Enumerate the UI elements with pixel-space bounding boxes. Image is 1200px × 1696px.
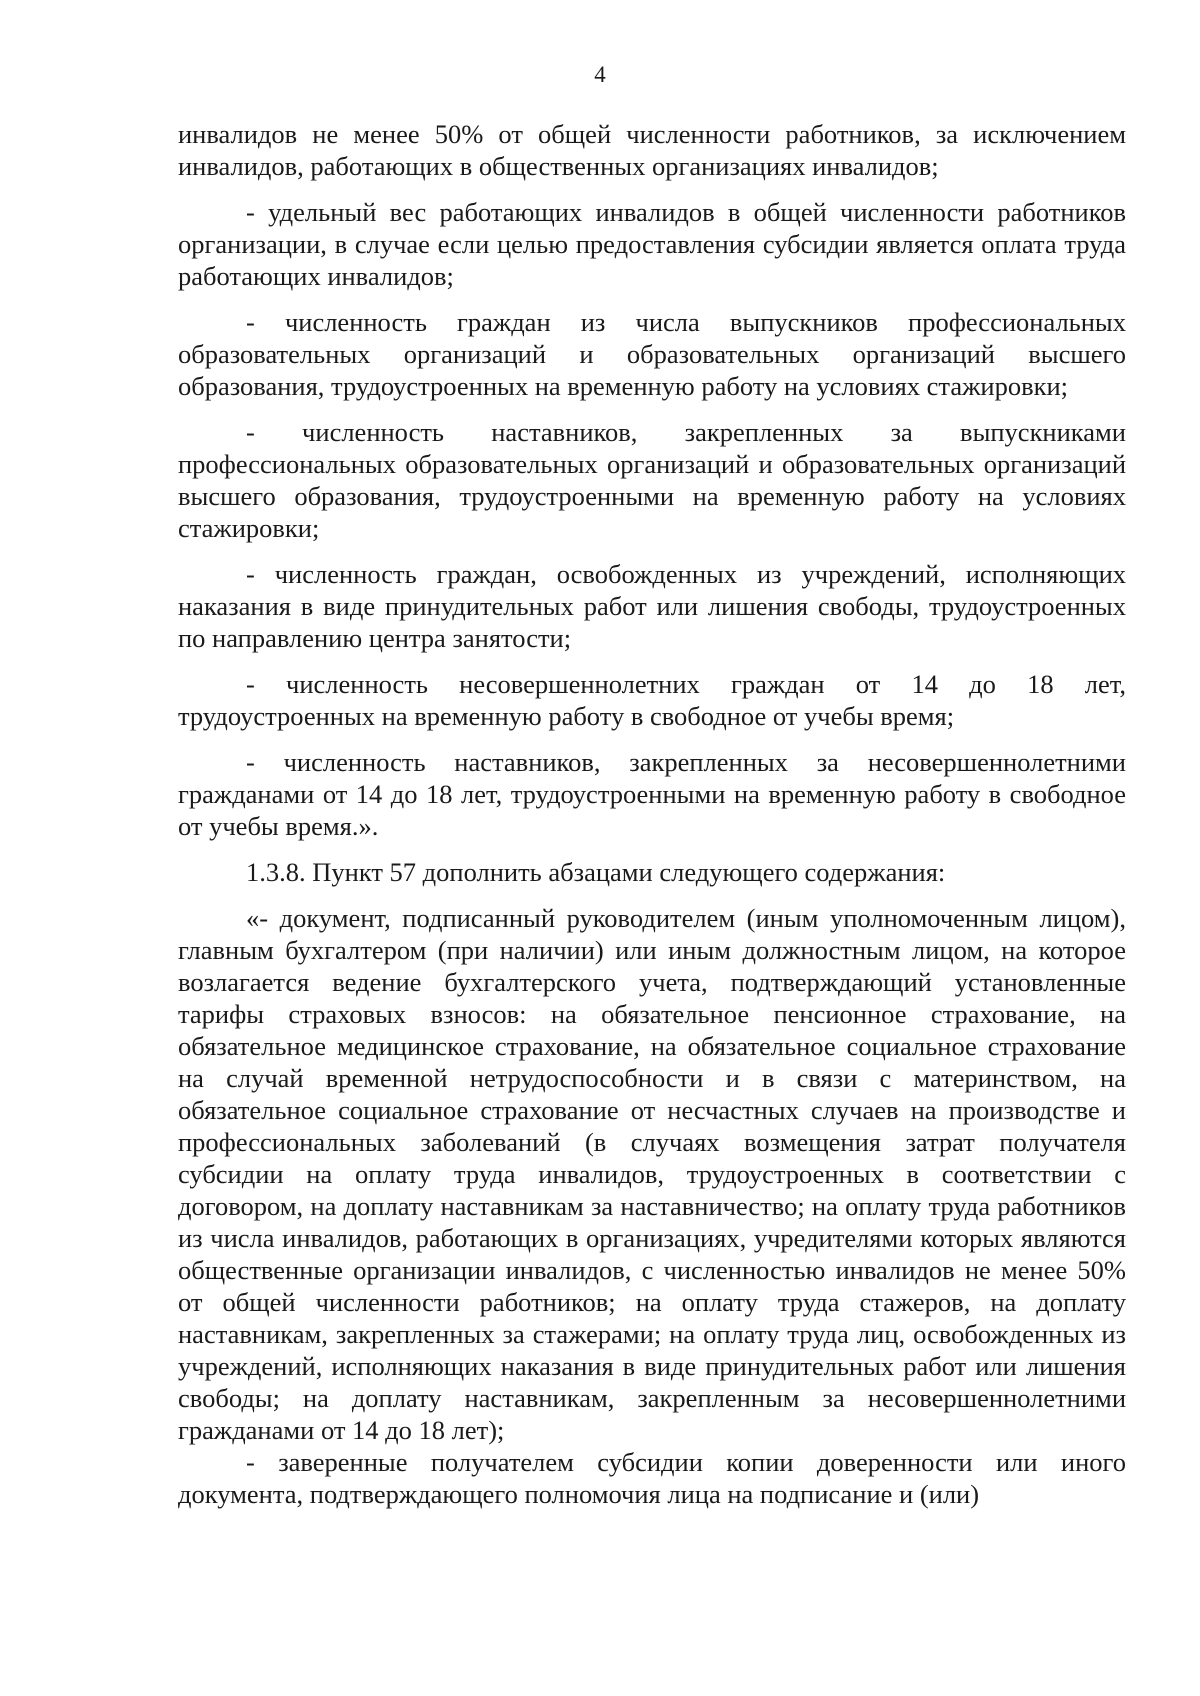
paragraph: - численность наставников, закрепленных за несовершеннолетними гражданами от 14 до 18 лет, трудоустроенными на временную работу в свободное от учебы время.». [178, 747, 1126, 841]
paragraph: - удельный вес работающих инвалидов в общей численности работников организации, в случае если целью предоставления субсидии является оплата труда работающих инвалидов; [178, 197, 1126, 291]
paragraph: инвалидов не менее 50% от общей численности работников, за исключением инвалидов, работающих в общественных организациях инвалидов; [178, 119, 1126, 181]
page-number: 4 [594, 62, 606, 87]
paragraph: - численность наставников, закрепленных за выпускниками профессиональных образовательных организаций и образовательных организаций высшего образования, трудоустроенными на временную работу на условиях стажировки; [178, 417, 1126, 543]
document-body [178, 118, 1126, 1510]
paragraph: - численность несовершеннолетних граждан от 14 до 18 лет, трудоустроенных на временную работу в свободное от учебы время; [178, 669, 1126, 731]
paragraph: - заверенные получателем субсидии копии доверенности или иного документа, подтверждающего полномочия лица на подписание и (или) [178, 1447, 1126, 1509]
paragraph: - численность граждан из числа выпускников профессиональных образовательных организаций и образовательных организаций высшего образования, трудоустроенных на временную работу на условиях стажировки; [178, 307, 1126, 401]
paragraph: - численность граждан, освобожденных из учреждений, исполняющих наказания в виде принудительных работ или лишения свободы, трудоустроенных по направлению центра занятости; [178, 559, 1126, 653]
paragraph: «- документ, подписанный руководителем (иным уполномоченным лицом), главным бухгалтером (при наличии) или иным должностным лицом, на которое возлагается ведение бухгалтерского учета, подтверждающий установленные тарифы страховых взносов: на обязательное пенсионное страхование, на обязательное медицинское страхование, на обязательное социальное страхование на случай временной нетрудоспособности и в связи с материнством, на обязательное социальное страхование от несчастных случаев на производстве и профессиональных заболеваний (в случаях возмещения затрат получателя субсидии на оплату труда инвалидов, трудоустроенных в соответствии с договором, на доплату наставникам за наставничество; на оплату труда работников из числа инвалидов, работающих в организациях, учредителями которых являются общественные организации инвалидов, с численностью инвалидов не менее 50% от общей численности работников; на оплату труда стажеров, на доплату наставникам, закрепленных за стажерами; на оплату труда лиц, освобожденных из учреждений, исполняющих наказания в виде принудительных работ или лишения свободы; на доплату наставникам, закрепленным за несовершеннолетними гражданами от 14 до 18 лет); [178, 903, 1126, 1445]
paragraph: 1.3.8. Пункт 57 дополнить абзацами следующего содержания: [246, 857, 946, 887]
